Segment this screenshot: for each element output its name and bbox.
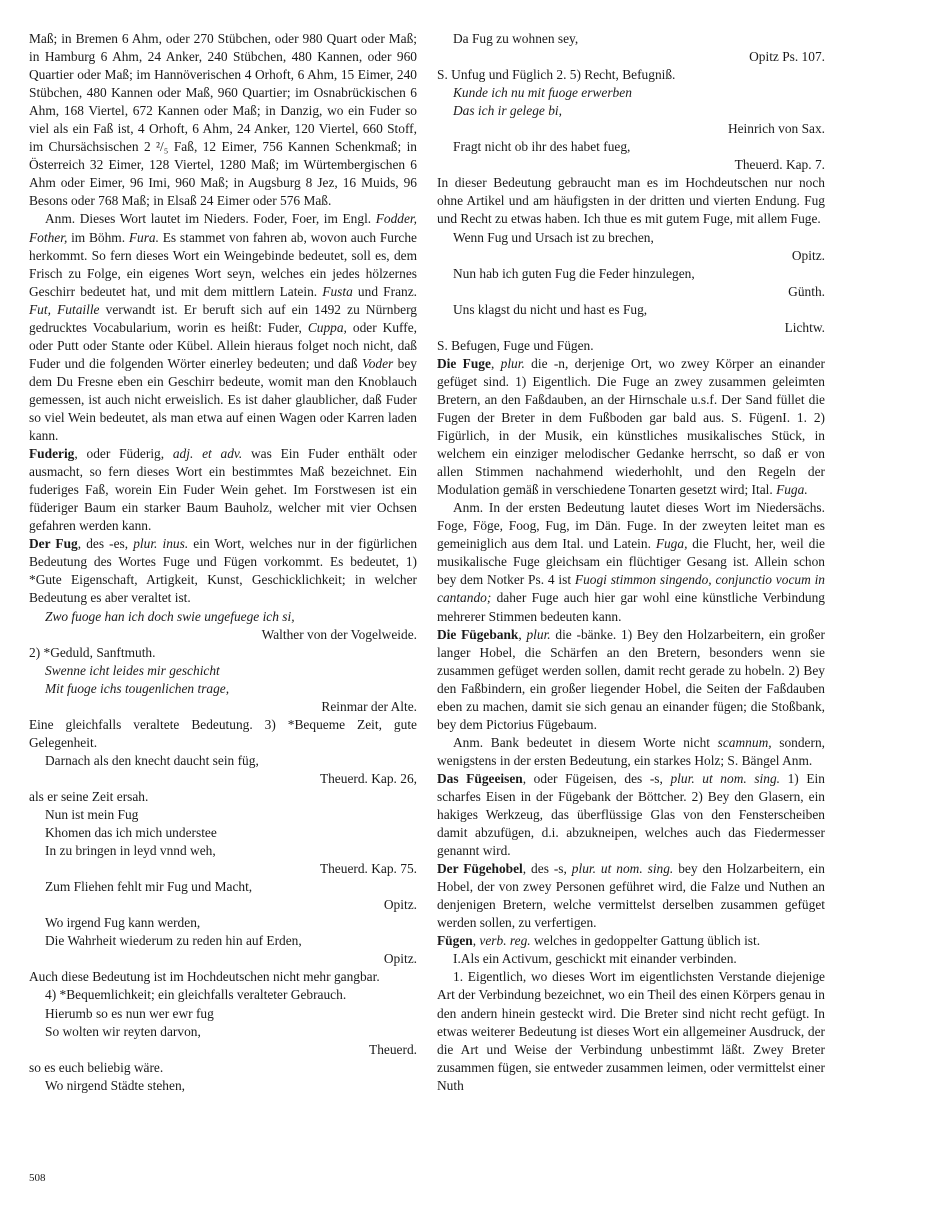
paragraph (437, 626, 825, 734)
text-run: als er seine Zeit ersah. (29, 788, 149, 804)
paragraph (29, 30, 417, 210)
quote-line (453, 301, 825, 319)
italic-text: Das ich ir gelege bi, (453, 103, 562, 119)
quote-source (29, 770, 417, 788)
text-run: die -bänke. 1) Bey den Holzarbeitern, ein großer langer Hobel, die Schärfen an den Bretern, besonders wenn sie zusammen gefüget werden sollen, damit recht gerade zu hobeln. 2) Bey den Faßbindern, ein großer liegender Hobel, die Seiten der Faßdauben eben zu machen, damit sie sich genau an einander fügen; die Stoßbank, bey dem Pictorius Fügebaum. (437, 626, 825, 732)
text-line (29, 788, 417, 806)
italic-text: scamnum, (717, 734, 772, 750)
quote-line (45, 932, 417, 950)
italic-text: Kunde ich nu mit fuoge erwerben (453, 85, 632, 101)
italic-text: Fuogi stimmon singendo, conjunctio vocum in cantando; (437, 572, 826, 606)
text-run: Anm. In der ersten Bedeutung lautet dieses Wort im Niedersächs. Foge, Föge, Foog, Fug, im Dän. Fuge. In der zweyten leitet man es gemeiniglich aus dem Ital. und Latein. (437, 500, 825, 552)
text-run: welches in gedoppelter Gattung üblich ist. (530, 933, 761, 949)
text-run: sondern, wenigstens in der ersten Bedeutung, ein starkes Holz; S. Bängel Anm. (437, 734, 825, 768)
text-run: 1) Ein scharfes Eisen in der Fügebank der Böttcher. 2) Bey den Glasern, ein hakiges Werkzeug, das überflüssige Glas von den Fensterscheiben damit abzufügen, d.i. abzukneipen, welches auch das Fiedermesser genannt wird. (437, 770, 825, 859)
text-run: , des -es, (77, 536, 134, 552)
text-run: Nun hab ich guten Fug die Feder hinzulegen, (453, 265, 695, 281)
quote-source (437, 48, 825, 66)
quote-line (45, 680, 417, 698)
italic-text: Voder (362, 355, 394, 371)
text-run: Nun ist mein Fug (45, 807, 139, 823)
italic-text: Fodder, Fother, (29, 211, 417, 245)
italic-text: Mit fuoge ichs tougenlichen trage, (45, 680, 230, 696)
paragraph (437, 932, 825, 950)
quote-source (29, 1041, 417, 1059)
headword: Der Fügehobel (437, 861, 523, 877)
text-run: Opitz. (383, 951, 417, 967)
text-run: Theuerd. Kap. 26, (319, 770, 417, 786)
text-run: Wo irgend Fug kann werden, (45, 915, 201, 931)
quote-line (45, 824, 417, 842)
quote-line (453, 950, 825, 968)
text-run: Darnach als den knecht daucht sein füg, (45, 752, 259, 768)
quote-source (437, 319, 825, 337)
quote-source (29, 860, 417, 878)
text-run: Lichtw. (784, 319, 825, 335)
paragraph (29, 445, 417, 535)
text-run: Uns klagst du nicht und hast es Fug, (453, 301, 648, 317)
text-line (437, 66, 825, 84)
text-run: oder Kuffe, oder Putt oder Stante oder Kübel. Allein hieraus folget noch nicht, daß Fuder und die folgenden Wörter einerley bedeuten; und daß (29, 319, 417, 371)
quote-line (45, 1023, 417, 1041)
quote-line (45, 878, 417, 896)
quote-source (29, 698, 417, 716)
text-run: , oder Fügeisen, des -s, (522, 770, 671, 786)
left-column (29, 30, 417, 1095)
text-line (29, 1059, 417, 1077)
text-run: S. Befugen, Fuge und Fügen. (437, 337, 594, 353)
quote-source (437, 156, 825, 174)
text-run: , des -s, (522, 861, 572, 877)
text-run: die -n, derjenige Ort, wo zwey Körper an einander gefüget sind. 1) Eigentlich. Die Fuge an zwey zusammen geleimten Bretern, an den Faßdauben, an der Hirnschale u.s.f. Der Sand füllet die Fugen der Breter in dem Fußboden gar bald aus. S. FügenI. 1. 2) Figürlich, in der Musik, ein künstliches musikalisches Stück, in welchem ein einziger melodischer Gedanke herrscht, so daß er von allen Stimmen nachahmend wiederhohlt, und den Regeln der Modulation gemäß in verschiedene Tonarten gesetzt wird; Ital. (437, 355, 825, 498)
italic-text: Cuppa, (307, 319, 347, 335)
text-run: Reinmar der Alte. (321, 698, 417, 714)
italic-text: plur. ut nom. sing. (571, 861, 674, 877)
italic-text: Fut, Futaille (29, 301, 100, 317)
text-run: Auch diese Bedeutung ist im Hochdeutschen nicht mehr gangbar. (29, 969, 380, 985)
headword: Die Fuge (437, 355, 491, 371)
text-run: Anm. Dieses Wort lautet im Nieders. Foder, Foer, im Engl. (45, 211, 376, 227)
paragraph (29, 716, 417, 752)
text-run: I.Als ein Activum, geschickt mit einander verbinden. (453, 951, 737, 967)
quote-line (453, 229, 825, 247)
quote-line (453, 265, 825, 283)
page-number: 508 (29, 1172, 46, 1184)
italic-text: Zwo fuoge han ich doch swie ungefuege ich si, (45, 608, 295, 624)
text-run: Khomen das ich mich understee (45, 825, 217, 841)
paragraph (29, 968, 417, 986)
text-run: und Franz. (352, 283, 417, 299)
quote-source (29, 896, 417, 914)
text-run: 1. Eigentlich, wo dieses Wort im eigentlichsten Verstande diejenige Art der Verbindung bezeichnet, wo ein Theil des einen Körpers genau in den andern hinein gesteckt wird. Die Breter sind nicht recht gefügt. In etwas weiterer Bedeutung ist dieses Wort ein allgemeiner Ausdruck, der die Art und Weise der Verbindung unbestimmt läßt. Zwey Breter zusammen fügen, sie entweder zusammen leimen, oder vermittelst einer Nuth (437, 969, 825, 1093)
quote-line (45, 806, 417, 824)
headword: Fuderig (29, 446, 75, 462)
italic-text: Fura. (128, 229, 159, 245)
text-run: In zu bringen in leyd vnnd weh, (45, 843, 216, 859)
text-run: 2) *Geduld, Sanftmuth. (29, 644, 156, 660)
text-run: bey dem Du Fresne eben ein Geschirr bedeute, womit man den Knoblauch gemessen, ist auch nicht erweislich. Es ist daher glaublicher, daß Fuder so viel Wein bedeutet, als man etwa auf einen Wagen oder Karren laden kann. (29, 355, 418, 444)
text-run: , (490, 355, 501, 371)
italic-text: Fuga. (776, 482, 808, 498)
right-column (437, 30, 825, 1095)
italic-text: verb. reg. (479, 933, 531, 949)
headword: Fügen (437, 933, 473, 949)
text-run: Die Wahrheit wiederum zu reden hin auf Erden, (45, 933, 302, 949)
italic-text: Fuga, (655, 536, 688, 552)
text-run: S. Unfug und Füglich 2. 5) Recht, Befugniß. (437, 67, 676, 83)
italic-text: adj. et adv. (172, 446, 243, 462)
text-run: Theuerd. Kap. 7. (734, 157, 825, 173)
italic-text: plur. inus. (133, 536, 189, 552)
text-run: , (518, 626, 527, 642)
quote-line (45, 752, 417, 770)
quote-line (453, 30, 825, 48)
text-run: daher Fuge auch hier gar wohl eine künstliche Verbindung mehrerer Stimmen bedeuten kann. (437, 590, 825, 624)
text-run: Fragt nicht ob ihr des habet fueg, (453, 139, 631, 155)
italic-text: plur. (500, 355, 525, 371)
headword: Der Fug (29, 536, 78, 552)
quote-line (45, 608, 417, 626)
italic-text: plur. (526, 626, 551, 642)
paragraph (437, 174, 825, 228)
text-run: was Ein Fuder enthält oder ausmacht, so fern dieses Wort ein bestimmtes Maß bezeichnet. Ein fuderiges Faß, worein Ein Fuder Wein gehet. Im Forstwesen ist ein füderiger Baum ein starker Baum Bauholz, welcher mit vier Ochsen gefahren werden kann. (29, 446, 417, 534)
text-run: Opitz Ps. 107. (749, 49, 825, 65)
paragraph (437, 770, 825, 860)
text-run: ein Wort, welches nur in der figürlichen Bedeutung des Wortes Fuge und Fügen vorkommt. Es bedeutet, 1) *Gute Eigenschaft, Artigkeit, Kunst, Geschicklichkeit; in welcher Bedeutung es aber veraltet ist. (29, 536, 418, 606)
quote-line (45, 662, 417, 680)
text-run: bey den Holzarbeitern, ein Hobel, der von zwey Personen geführet wird, die Falze und Nuthen an denjenigen Bretern, welche vermittelst derselben zusammen gefüget werden sollen, zu verfertigen. (437, 861, 825, 931)
text-line (437, 337, 825, 355)
text-run: 4) *Bequemlichkeit; ein gleichfalls veralteter Gebrauch. (45, 987, 347, 1003)
text-run: Eine gleichfalls veraltete Bedeutung. 3) *Bequeme Zeit, gute Gelegenheit. (29, 716, 417, 750)
text-run: Walther von der Vogelweide. (261, 626, 417, 642)
text-run: Opitz. (383, 897, 417, 913)
text-run: Wo nirgend Städte stehen, (45, 1077, 185, 1093)
headword: Die Fügebank (437, 626, 519, 642)
italic-text: Fusta (322, 283, 353, 299)
text-run: Günth. (788, 283, 825, 299)
text-run: die Flucht, her, weil die musikalische Fuge gleichsam ein flüchtiger Gesang ist. Allein schon bey dem Notker Ps. 4 ist (437, 536, 825, 588)
paragraph-note (437, 968, 825, 1094)
quote-line (45, 842, 417, 860)
quote-source (437, 120, 825, 138)
italic-text: plur. ut nom. sing. (670, 770, 780, 786)
headword: Das Fügeeisen (437, 770, 523, 786)
text-line (29, 644, 417, 662)
text-run: , oder Füderig, (74, 446, 173, 462)
italic-text: Swenne icht leides mir geschicht (45, 662, 220, 678)
quote-source (29, 950, 417, 968)
quote-source (437, 247, 825, 265)
quote-source (29, 626, 417, 644)
text-run: Theuerd. (369, 1041, 417, 1057)
text-run: Hierumb so es nun wer ewr fug (45, 1005, 214, 1021)
text-run: So wolten wir reyten darvon, (45, 1023, 201, 1039)
text-run: In dieser Bedeutung gebraucht man es im Hochdeutschen nur noch ohne Artikel und am häufigsten in der dritten und vierten Endung. Fug und Recht zu etwas haben. Ich thue es mit gutem Fuge, mit allem Fuge. (437, 175, 825, 227)
quote-line (45, 1005, 417, 1023)
quote-line (45, 914, 417, 932)
text-run: Anm. Bank bedeutet in diesem Worte nicht (453, 734, 718, 750)
paragraph (29, 535, 417, 607)
quote-source (437, 283, 825, 301)
paragraph-note (29, 210, 417, 445)
paragraph-note (437, 499, 825, 625)
quote-line (453, 84, 825, 102)
quote-line (45, 986, 417, 1004)
text-run: im Böhm. (67, 229, 129, 245)
text-run: Heinrich von Sax. (727, 121, 825, 137)
text-run: Maß; in Bremen 6 Ahm, oder 270 Stübchen, oder 980 Quart oder Maß; in Hamburg 6 Ahm, 24 Anker, 240 Stübchen, 480 Kannen, oder 960 Quartier oder Maß; im Hannöverischen 4 Orhoft, 6 Ahm, 15 Eimer, 240 Stübchen, 480 Kannen oder Maß, 960 Quartier; im Osnabrückischen 6 Ahm, 168 Viertel, 672 Kannen oder Maß; in Danzig, wo ein Fuder so viel als ein Faß ist, 4 Orhoft, 6 Ahm, 24 Anker, 120 Viertel, 660 Stoff, im Chursächsischen 2 ²/₅ Faß, 12 Eimer, 756 Kannen Schenkmaß; in Österreich 32 Eimer, 128 Viertel, 1280 Maß; im Würtembergischen 6 Ahm oder Eimer, 96 Imi, 960 Maß; in Augsburg 8 Jez, 16 Muids, 96 Besons oder 768 Maß; in Elsaß 24 Eimer oder 576 Maß. (29, 31, 417, 209)
text-run: Opitz. (791, 247, 825, 263)
text-run: Wenn Fug und Ursach ist zu brechen, (453, 229, 654, 245)
text-run: Da Fug zu wohnen sey, (453, 31, 579, 46)
paragraph-note (437, 734, 825, 770)
text-run: Es stammet von fahren ab, wovon auch Furche herkommt. So fern dieses Wort ein Weingebinde bedeutet, soll es, dem Frisch zu Folge, ein eigenes Wort seyn, welches ein jedes hölzernes Geschirr bedeutet hat, und mit dem mittlern Latein. (29, 229, 417, 299)
paragraph (437, 355, 825, 499)
text-run: Zum Fliehen fehlt mir Fug und Macht, (45, 879, 253, 895)
text-run: Theuerd. Kap. 75. (319, 861, 417, 877)
quote-line (453, 138, 825, 156)
text-run: so es euch beliebig wäre. (29, 1059, 164, 1075)
paragraph (437, 860, 825, 932)
quote-line (453, 102, 825, 120)
text-run: , (472, 933, 480, 949)
quote-line (45, 1077, 417, 1095)
text-run: verwandt ist. Er beruft sich auf ein 1492 zu Nürnberg gedrucktes Vocabularium, worin es heißt: Fuder, (29, 301, 417, 335)
